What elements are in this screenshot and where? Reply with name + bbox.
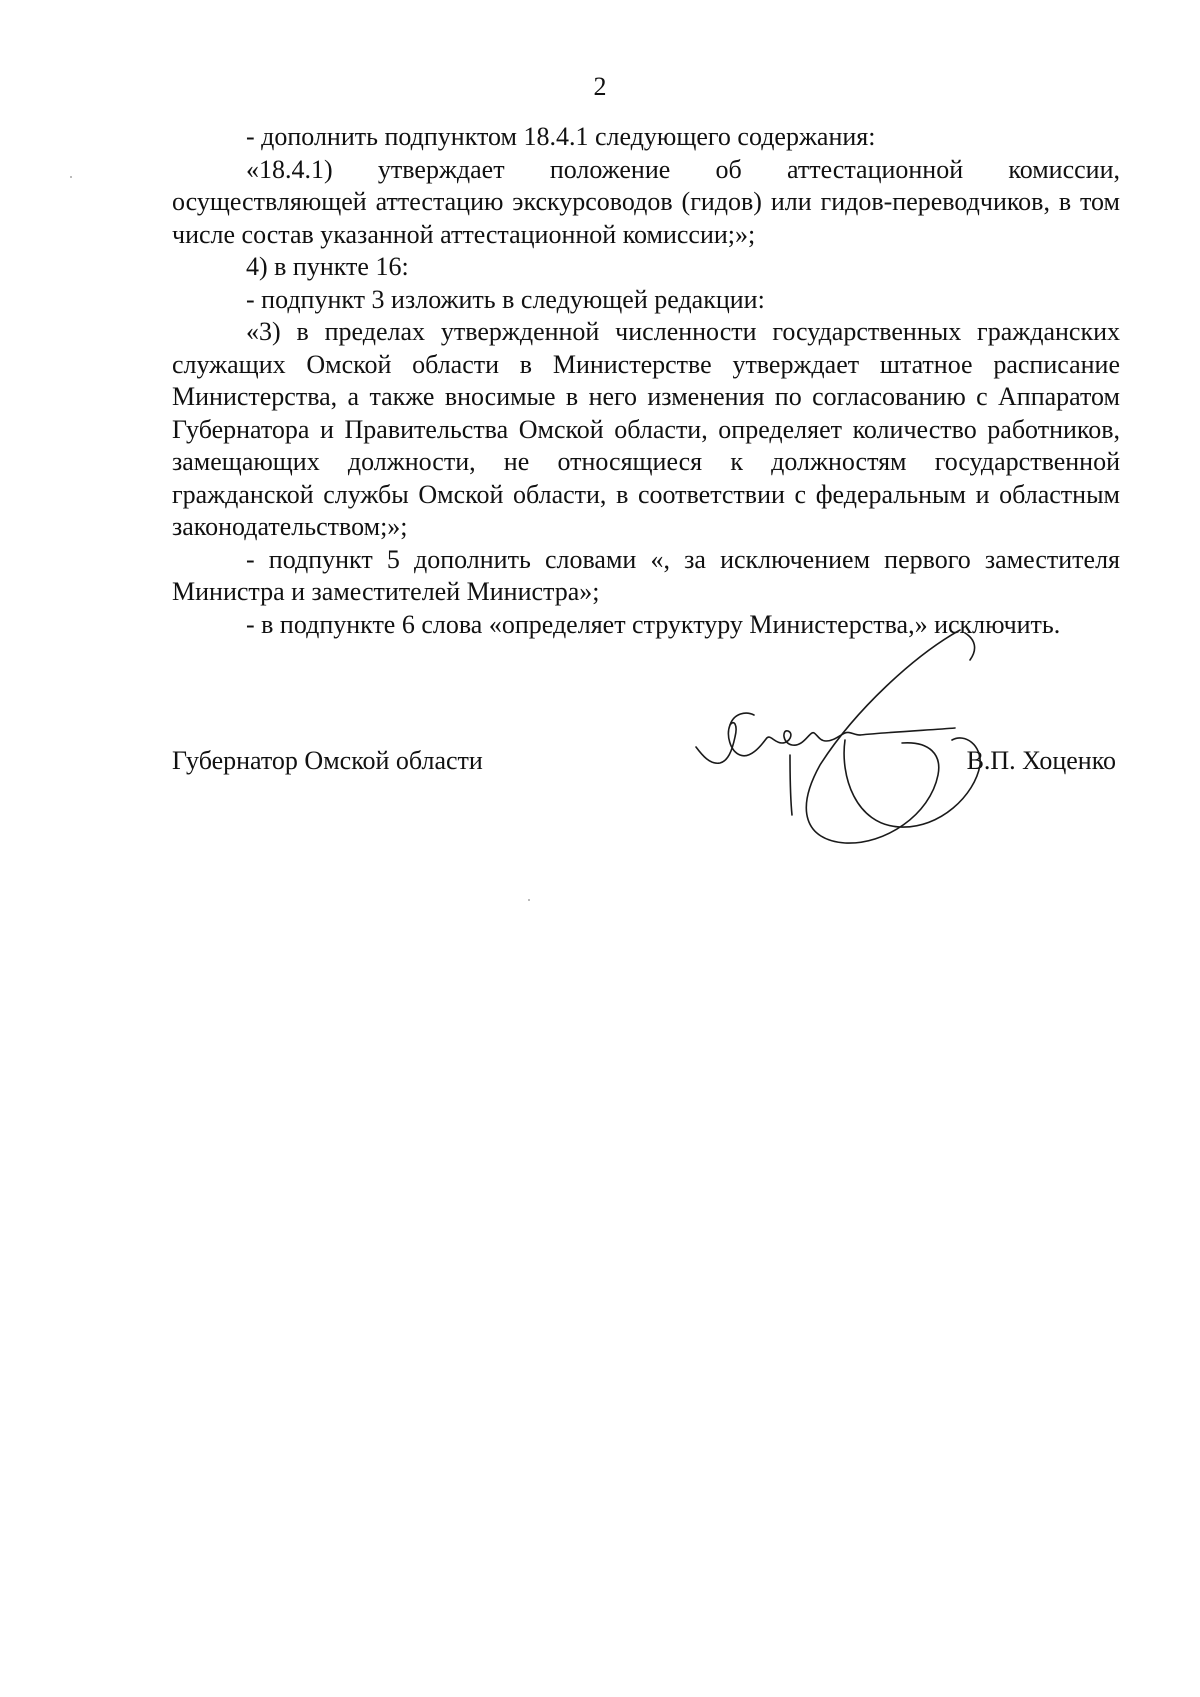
paragraph: «18.4.1) утверждает положение об аттестационной комиссии, осуществляющей аттестацию экскурсоводов (гидов) или гидов-переводчиков, в том числе состав указанной аттестационной комиссии;»; — [172, 154, 1120, 249]
paragraph: 4) в пункте 16: — [246, 252, 409, 281]
signature-icon — [690, 615, 1090, 845]
margin-mark — [70, 176, 72, 178]
paragraph: - в подпункте 6 слова «определяет структуру Министерства,» исключить. — [246, 609, 1061, 639]
signer-name: В.П. Хоценко — [966, 746, 1116, 775]
paragraph: - подпункт 5 дополнить словами «, за исключением первого заместителя Министра и заместителей Министра»; — [172, 544, 1120, 606]
paragraph: - дополнить подпунктом 18.4.1 следующего содержания: — [246, 122, 876, 151]
paragraph: - подпункт 3 изложить в следующей редакции: — [246, 284, 765, 314]
signer-title: Губернатор Омской области — [172, 746, 483, 775]
page-number: 2 — [593, 72, 607, 101]
paragraph: «3) в пределах утвержденной численности государственных гражданских служащих Омской области в Министерстве утверждает штатное расписание Министерства, а также вносимые в него изменения по согласованию с Аппаратом Губернатора и Правительства Омской области, определяет количество работников, замещающих должности, не относящиеся к должностям государственной гражданской службы Омской области, в соответствии с федеральным и областным законодательством;»; — [172, 317, 1120, 541]
margin-mark — [528, 899, 530, 901]
document-body — [172, 121, 1120, 641]
